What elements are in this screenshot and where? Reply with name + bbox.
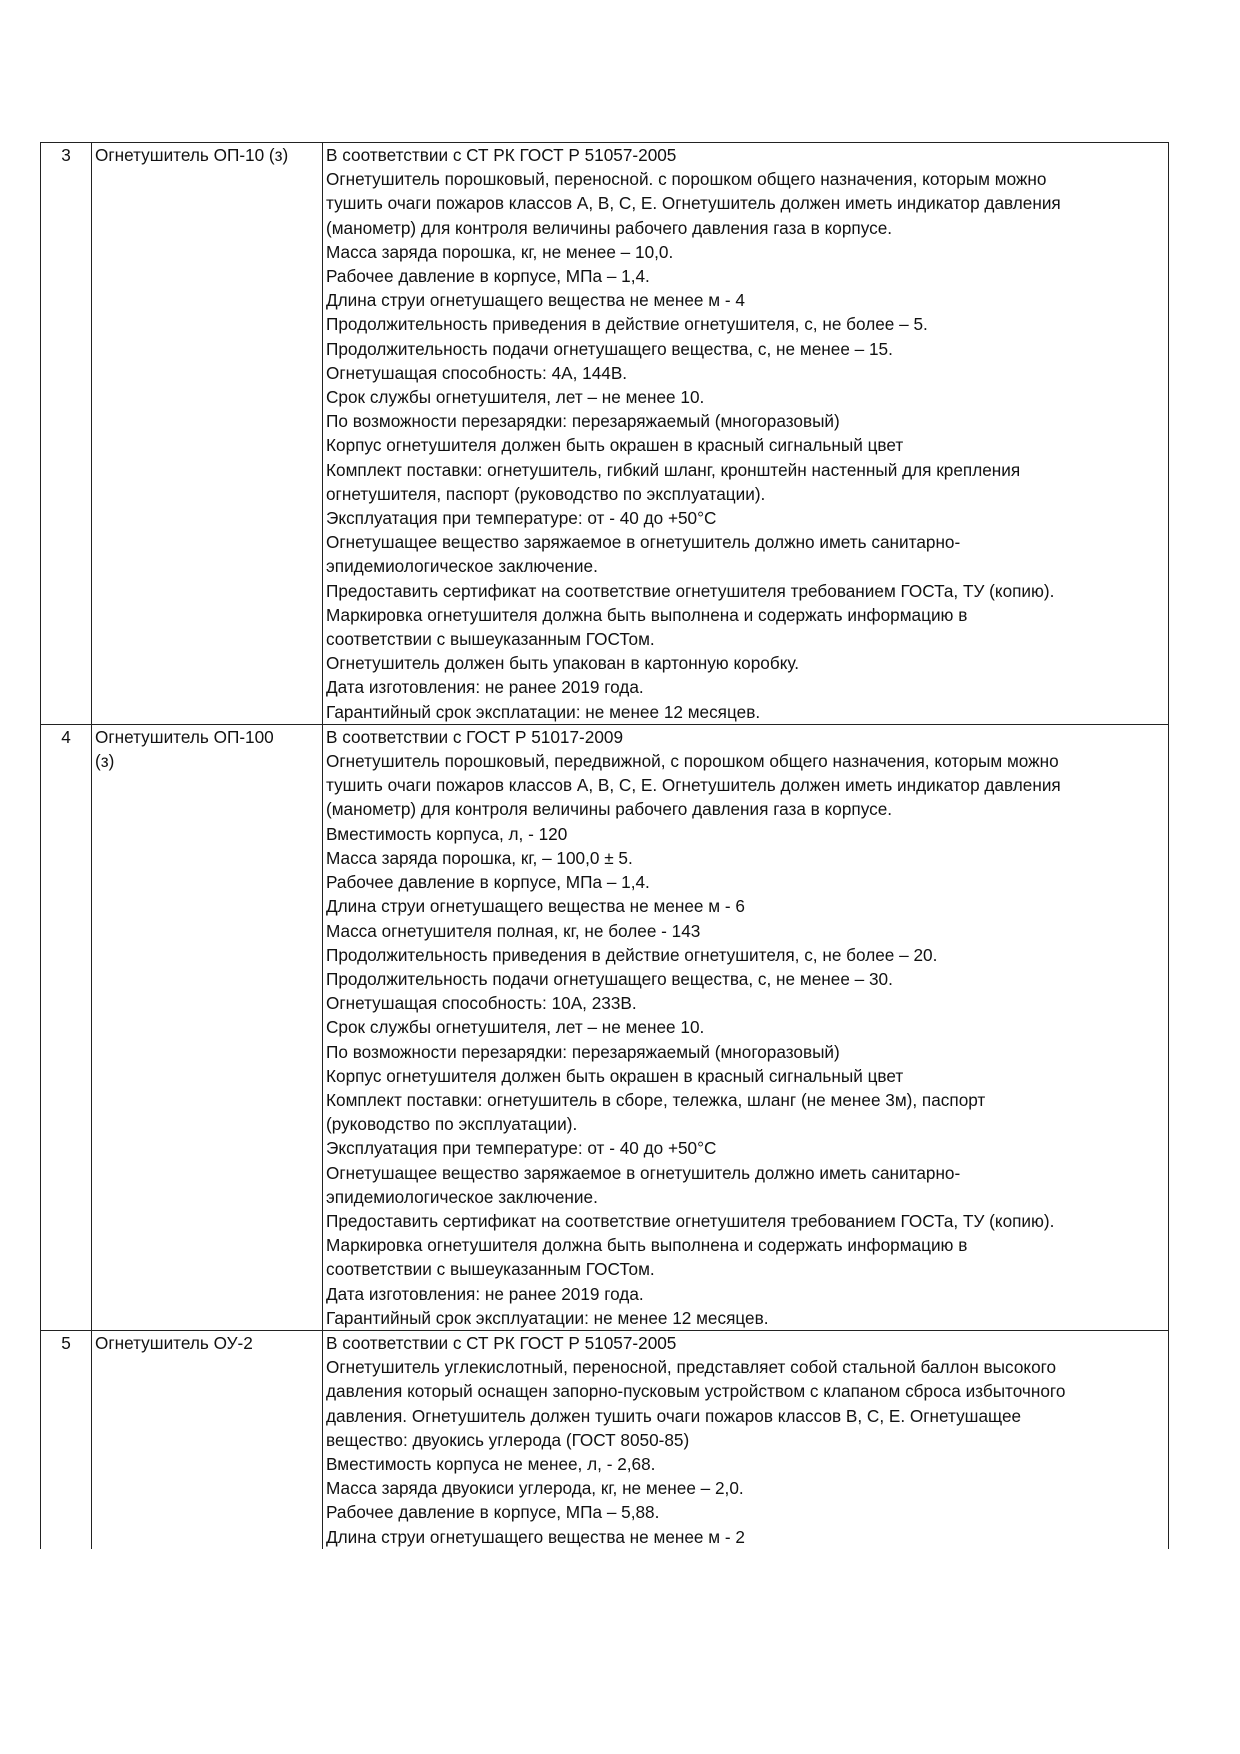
row-number: 5 [41,1330,92,1548]
description-line: Длина струи огнетушащего вещества не менее м - 4 [326,290,745,311]
description-line: Маркировка огнетушителя должна быть выполнена и содержать информацию в [326,1235,968,1256]
description-line: Эксплуатация при температуре: от - 40 до +50°С [326,508,717,529]
description-line: Предоставить сертификат на соответствие огнетушителя требованием ГОСТа, ТУ (копию). [326,580,1055,601]
item-name-cell [92,724,323,1330]
description-line: Эксплуатация при температуре: от - 40 до +50°С [326,1138,717,1159]
description-line: В соответствии с СТ РК ГОСТ Р 51057-2005 [326,145,677,165]
description-line: Рабочее давление в корпусе, МПа – 5,88. [326,1502,660,1523]
table-row [41,724,1169,1330]
description-line: Огнетушащее вещество заряжаемое в огнетушитель должно иметь санитарно- [326,532,961,553]
item-description-cell [323,1330,1169,1548]
description-line: Огнетушащая способность: 4А, 144В. [326,362,628,383]
description-line: Гарантийный срок эксплатации: не менее 12 месяцев. [326,701,761,722]
item-name-line: (з) [95,751,115,772]
description-line: (манометр) для контроля величины рабочего давления газа в корпусе. [326,799,893,820]
description-line: Длина струи огнетушащего вещества не менее м - 6 [326,896,745,917]
description-line: Рабочее давление в корпусе, МПа – 1,4. [326,872,650,893]
description-line: соответствии с вышеуказанным ГОСТом. [326,629,655,650]
description-line: Предоставить сертификат на соответствие огнетушителя требованием ГОСТа, ТУ (копию). [326,1210,1055,1231]
table-row [41,143,1169,725]
specification-table [40,142,1169,1549]
item-name-line: Огнетушитель ОП-10 (з) [95,145,289,165]
item-description-cell [323,143,1169,725]
description-line: В соответствии с СТ РК ГОСТ Р 51057-2005 [326,1332,677,1353]
description-line: По возможности перезарядки: перезаряжаемый (многоразовый) [326,411,840,432]
description-line: Вместимость корпуса не менее, л, - 2,68. [326,1453,656,1474]
description-line: тушить очаги пожаров классов А, В, С, Е. Огнетушитель должен иметь индикатор давления [326,193,1061,214]
description-line: Рабочее давление в корпусе, МПа – 1,4. [326,266,650,287]
description-line: Масса заряда двуокиси углерода, кг, не менее – 2,0. [326,1478,744,1499]
description-line: Длина струи огнетушащего вещества не менее м - 2 [326,1526,745,1547]
description-line: Масса заряда порошка, кг, – 100,0 ± 5. [326,847,633,868]
item-name-line: Огнетушитель ОП-100 [95,726,274,747]
description-line: Вместимость корпуса, л, - 120 [326,823,568,844]
description-line: Срок службы огнетушителя, лет – не менее 10. [326,387,705,408]
description-line: эпидемиологическое заключение. [326,556,598,577]
item-name-cell [92,143,323,725]
description-line: Дата изготовления: не ранее 2019 года. [326,677,644,698]
description-line: Масса огнетушителя полная, кг, не более - 143 [326,920,701,941]
item-name-cell [92,1330,323,1548]
description-line: Гарантийный срок эксплуатации: не менее 12 месяцев. [326,1307,769,1328]
description-line: соответствии с вышеуказанным ГОСТом. [326,1259,655,1280]
description-line: Огнетушитель углекислотный, переносной, представляет собой стальной баллон высокого [326,1357,1057,1378]
description-line: Огнетушащая способность: 10А, 233В. [326,993,637,1014]
description-line: Продолжительность подачи огнетушащего вещества, с, не менее – 15. [326,338,893,359]
description-line: В соответствии с ГОСТ Р 51017-2009 [326,726,624,747]
description-line: вещество: двуокись углерода (ГОСТ 8050-85) [326,1429,690,1450]
description-line: Маркировка огнетушителя должна быть выполнена и содержать информацию в [326,604,968,625]
row-number: 4 [41,724,92,1330]
description-line: давления который оснащен запорно-пусковым устройством с клапаном сброса избыточного [326,1381,1066,1402]
description-line: Корпус огнетушителя должен быть окрашен в красный сигнальный цвет [326,435,904,456]
description-line: Продолжительность приведения в действие огнетушителя, с, не более – 20. [326,944,938,965]
description-line: Корпус огнетушителя должен быть окрашен в красный сигнальный цвет [326,1065,904,1086]
description-line: По возможности перезарядки: перезаряжаемый (многоразовый) [326,1041,840,1062]
description-line: Масса заряда порошка, кг, не менее – 10,0. [326,241,674,262]
description-line: Огнетушащее вещество заряжаемое в огнетушитель должно иметь санитарно- [326,1162,961,1183]
table-row [41,1330,1169,1548]
item-description-cell [323,724,1169,1330]
description-line: Продолжительность приведения в действие огнетушителя, с, не более – 5. [326,314,928,335]
item-name-line: Огнетушитель ОУ-2 [95,1332,253,1353]
description-line: (манометр) для контроля величины рабочего давления газа в корпусе. [326,217,893,238]
description-line: давления. Огнетушитель должен тушить очаги пожаров классов В, С, Е. Огнетушащее [326,1405,1022,1426]
description-line: Огнетушитель должен быть упакован в картонную коробку. [326,653,800,674]
description-line: Срок службы огнетушителя, лет – не менее 10. [326,1017,705,1038]
description-line: Дата изготовления: не ранее 2019 года. [326,1283,644,1304]
description-line: тушить очаги пожаров классов А, В, С, Е. Огнетушитель должен иметь индикатор давления [326,775,1061,796]
description-line: Огнетушитель порошковый, передвижной, с порошком общего назначения, которым можно [326,751,1059,772]
table-body [41,143,1169,1549]
description-line: Комплект поставки: огнетушитель в сборе, тележка, шланг (не менее 3м), паспорт [326,1089,986,1110]
description-line: огнетушителя, паспорт (руководство по эксплуатации). [326,483,766,504]
row-number: 3 [41,143,92,725]
description-line: эпидемиологическое заключение. [326,1186,598,1207]
description-line: Комплект поставки: огнетушитель, гибкий шланг, кронштейн настенный для крепления [326,459,1021,480]
description-line: (руководство по эксплуатации). [326,1114,578,1135]
description-line: Продолжительность подачи огнетушащего вещества, с, не менее – 30. [326,968,893,989]
description-line: Огнетушитель порошковый, переносной. с порошком общего назначения, которым можно [326,169,1047,190]
